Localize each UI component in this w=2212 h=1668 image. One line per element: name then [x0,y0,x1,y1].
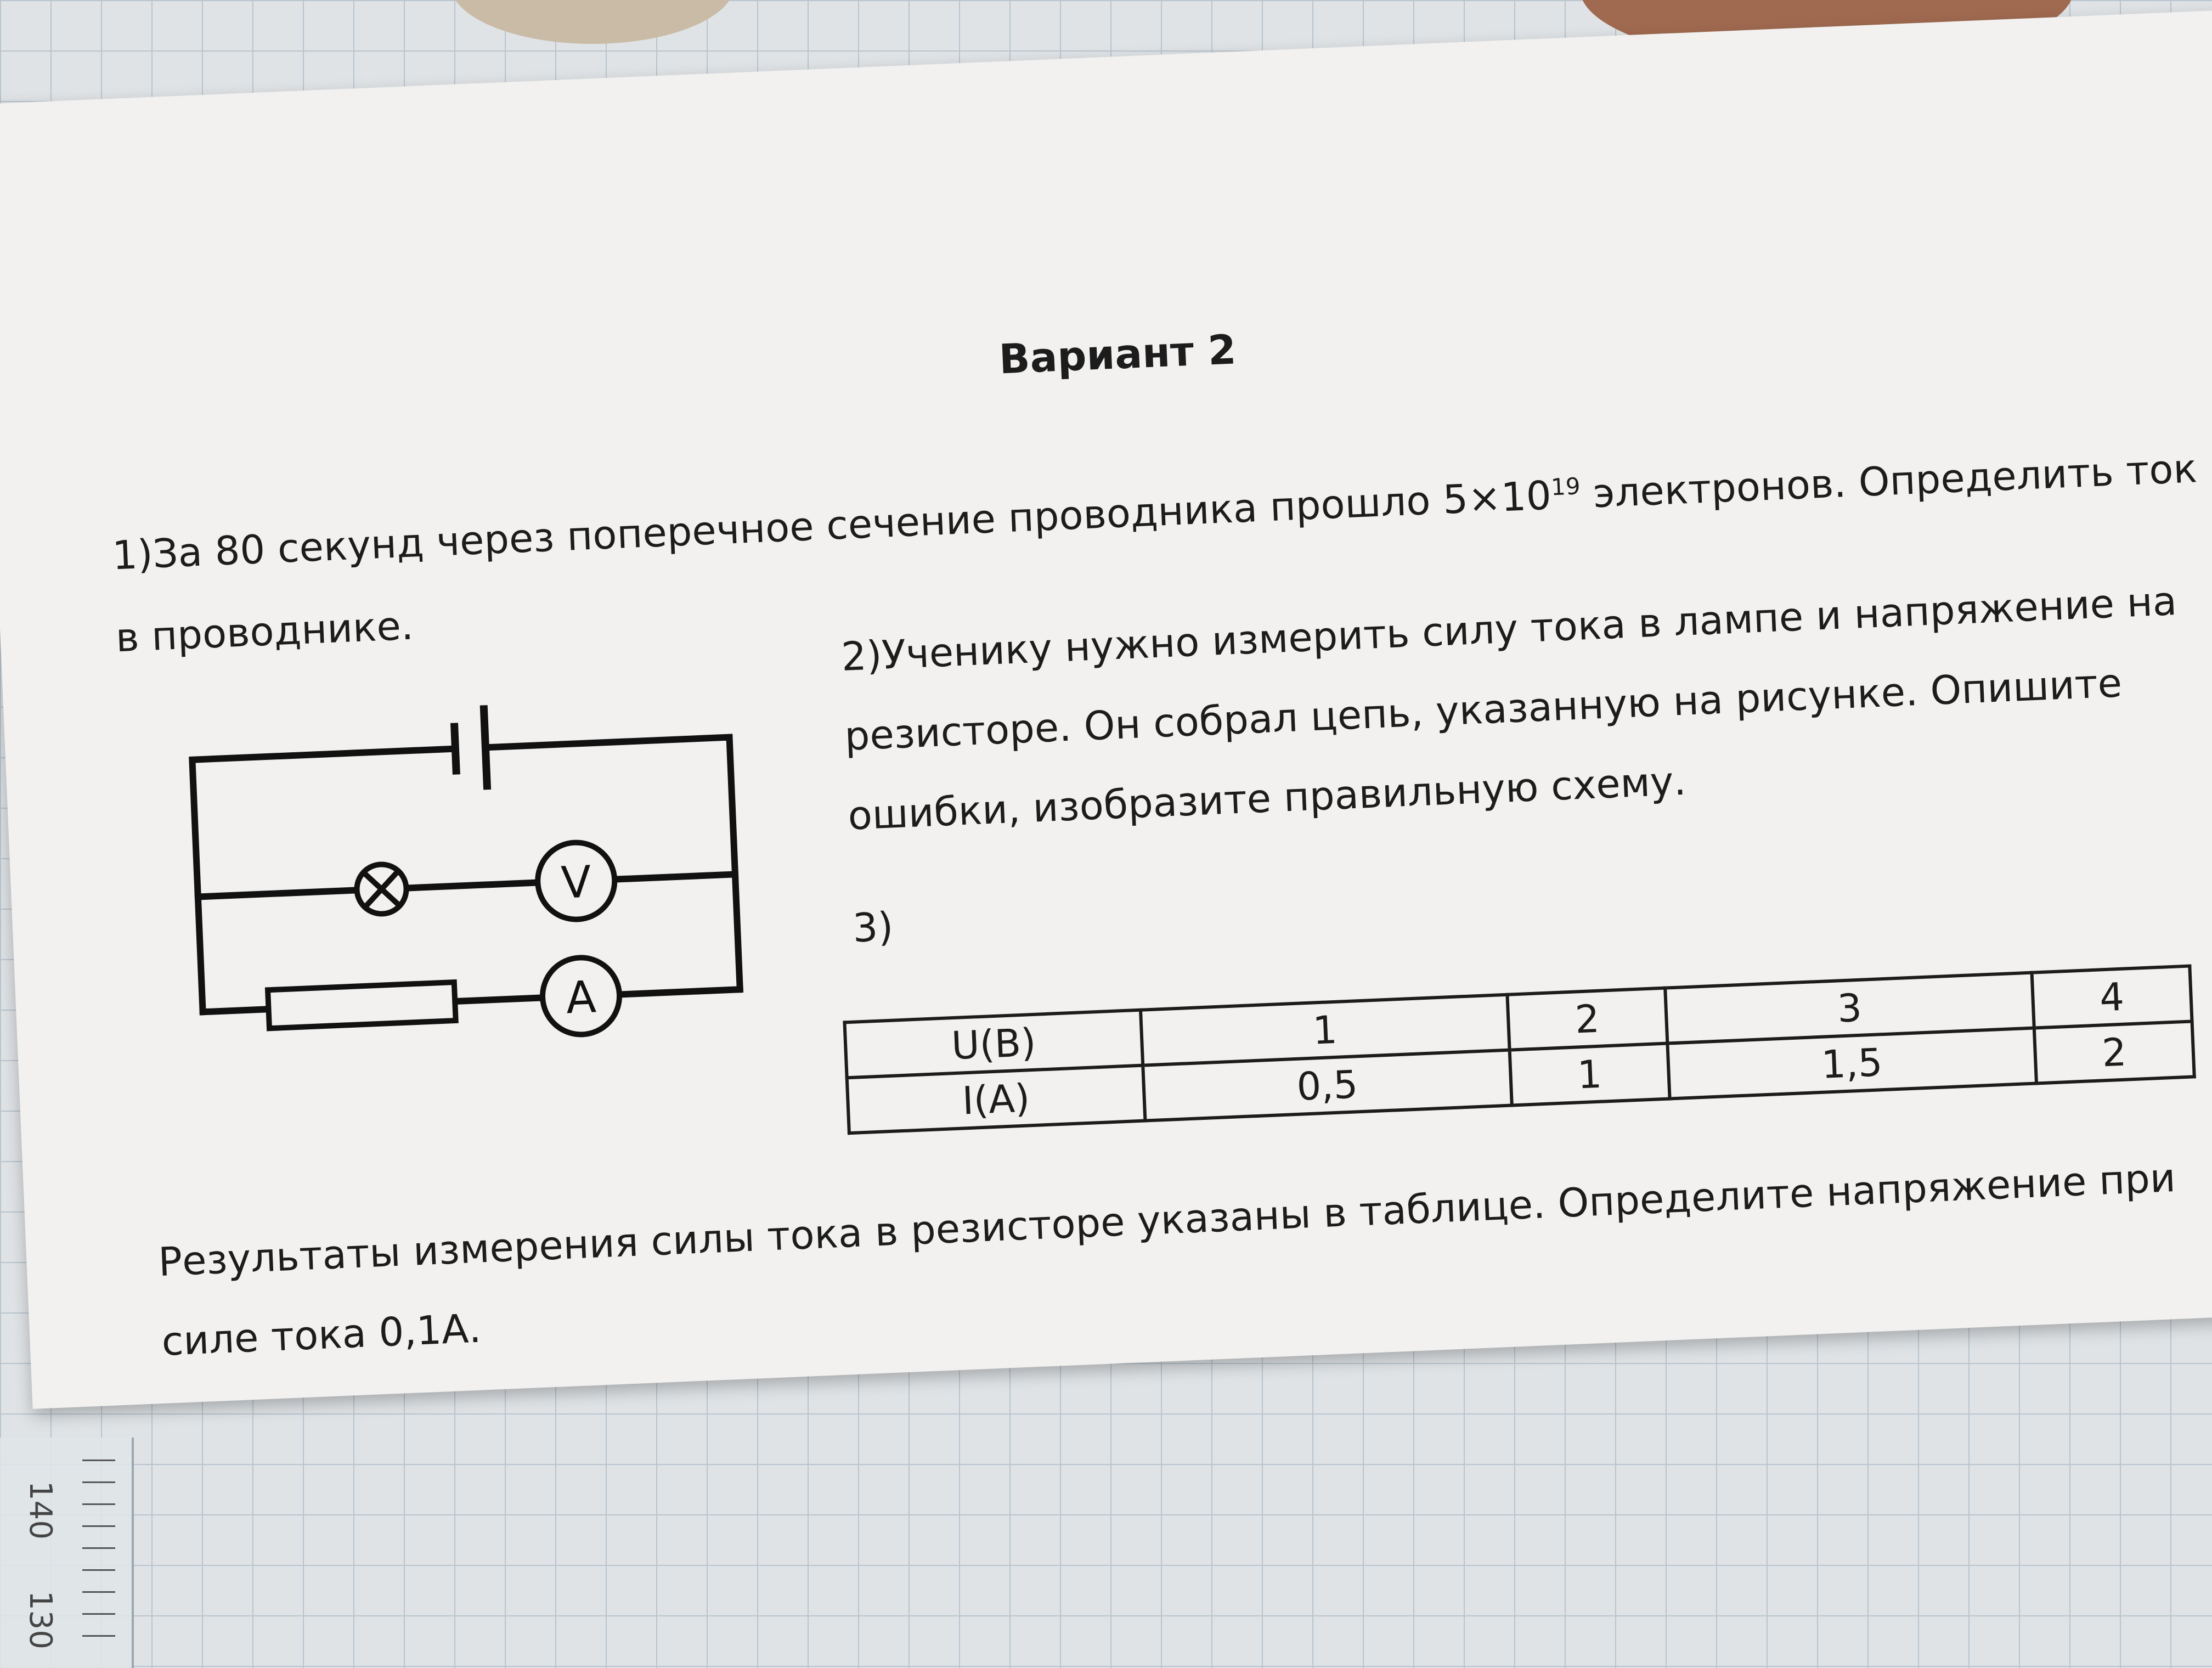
bottom-wire-mid [455,998,543,1001]
ruler-tick [82,1460,115,1461]
ruler-tick [82,1525,115,1527]
top-wire-left [192,749,466,1012]
table-cell: 2 [1507,988,1667,1050]
resistor-symbol [268,982,456,1028]
ruler-tick [82,1569,115,1571]
table-cell: 3 [1665,973,2034,1044]
task3-text-line1: Результаты измерения силы тока в резисторе указаны в таблице. Определите напряжение при [157,1154,2177,1286]
table-cell: I(A) [847,1066,1146,1134]
page-title: Вариант 2 [998,326,1237,384]
ruler-tick [82,1613,115,1615]
bottom-wire-right [619,989,740,994]
table-cell: 2 [2034,1021,2194,1083]
table-cell: 1,5 [1667,1028,2036,1099]
ruler-number: 140 [22,1481,58,1540]
task1-text-before: 1)За 80 секунд через поперечное сечение проводника прошло 5×10 [111,472,1553,579]
voltmeter-label: V [560,856,592,909]
ruler-tick [82,1547,115,1549]
table-cell: 1 [1509,1044,1669,1106]
task2-line2: резисторе. Он собрал цепь, указанную на рисунке. Опишите [843,660,2123,759]
ruler-tick [82,1503,115,1505]
ruler-tick [82,1481,115,1483]
middle-wire-left [198,890,357,897]
task2-line3: ошибки, изобразите правильную схему. [847,757,1687,839]
ruler-tick [82,1591,115,1593]
ammeter-symbol [541,956,621,1036]
task2-line1: 2)Ученику нужно измерить силу тока в лампе и напряжение на [840,578,2178,680]
task1-exponent: 19 [1550,472,1581,501]
voltmeter-symbol [536,841,616,921]
task1-text-after: электронов. Определить ток [1579,445,2198,517]
ammeter-label: A [565,971,597,1024]
ruler-number: 130 [22,1591,58,1649]
ruler-tick [82,1635,115,1637]
finger-top-left [450,0,735,44]
task1-line1 [111,445,2198,578]
middle-wire-right [614,874,735,879]
task1-line2: в проводнике. [115,602,415,661]
protractor-ruler [0,1438,134,1668]
worksheet [0,9,2212,1409]
bottom-wire-left [203,1009,269,1012]
battery-short-plate [454,727,456,771]
lamp-symbol [356,864,408,915]
measurement-table [843,964,2196,1135]
middle-wire-mid [407,883,538,888]
table-cell: 1 [1141,995,1510,1066]
table-cell: U(B) [844,1010,1143,1078]
task3-label: 3) [851,903,894,951]
circuit-diagram [168,693,755,1123]
table-cell: 4 [2032,966,2192,1028]
task3-text-line2: силе тока 0,1А. [160,1305,482,1365]
battery-long-plate [484,709,487,786]
table-cell: 0,5 [1143,1050,1512,1121]
